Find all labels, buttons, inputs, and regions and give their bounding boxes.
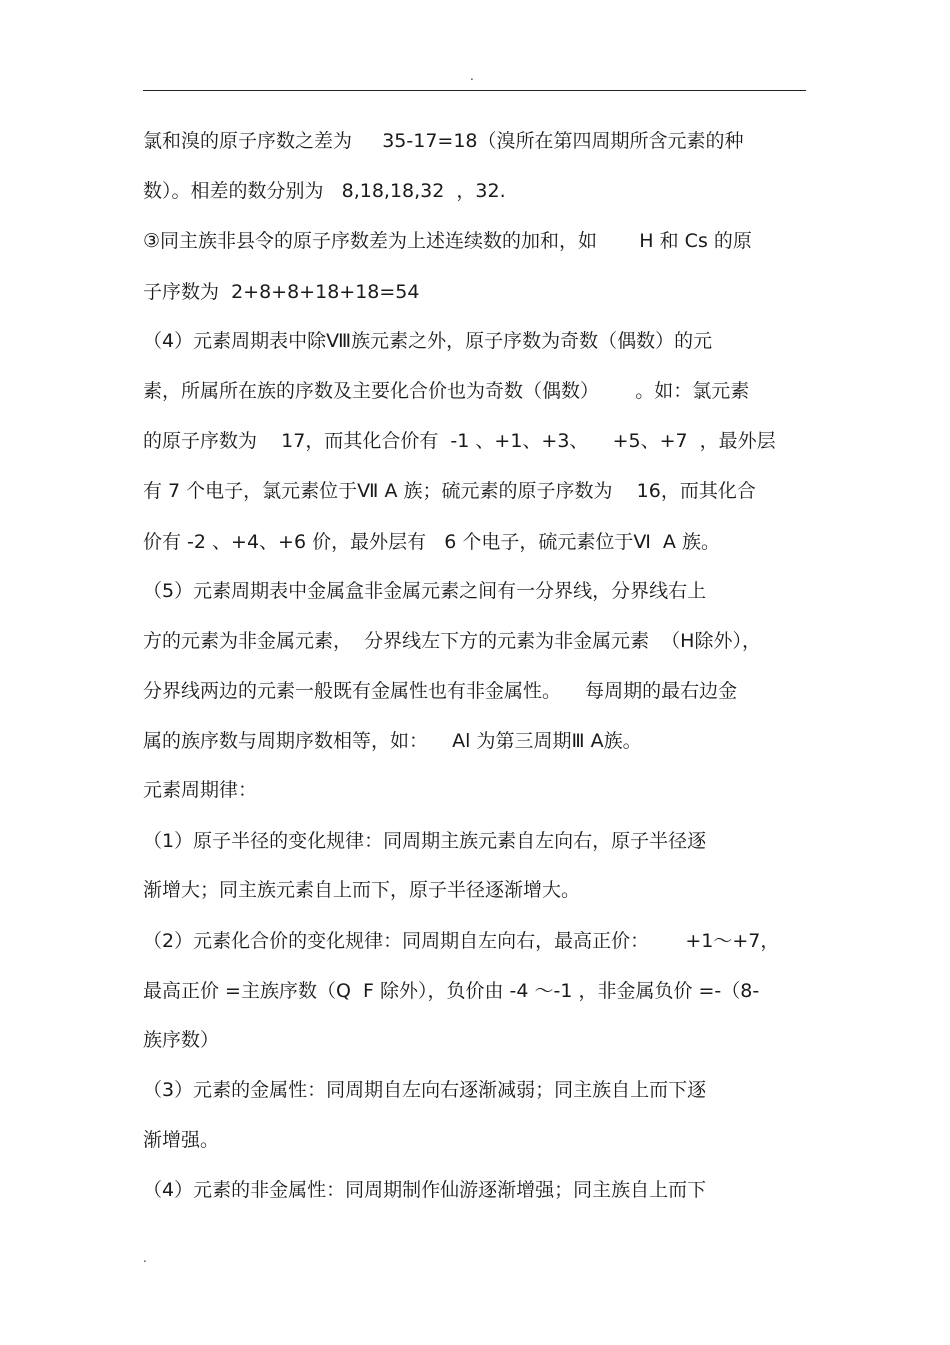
text-line: （4）元素的非金属性：同周期制作仙游逐渐增强；同主族自上而下 — [143, 1179, 707, 1201]
text-line: ③同主族非县令的原子序数差为上述连续数的加和，如 H 和 Cs 的原 — [143, 230, 752, 252]
footer-dot: . — [143, 1251, 147, 1265]
text-line: 分界线两边的元素一般既有金属性也有非金属性。 每周期的最右边金 — [143, 680, 738, 702]
text-line: 最高正价 =主族序数（Q F 除外），负价由 -4 ～-1 ，非金属负价 =-（8- — [143, 980, 760, 1002]
text-line: （5）元素周期表中金属盒非金属元素之间有一分界线，分界线右上 — [143, 580, 707, 602]
text-line: 氯和溴的原子序数之差为 35-17=18（溴所在第四周期所含元素的种 — [143, 130, 744, 152]
text-line: 族序数） — [143, 1029, 220, 1051]
text-line: 素，所属所在族的序数及主要化合价也为奇数（偶数） 。如：氯元素 — [143, 380, 750, 402]
text-line: （2）元素化合价的变化规律：同周期自左向右，最高正价： +1～+7， — [143, 930, 780, 952]
text-line: 方的元素为非金属元素， 分界线左下方的元素为非金属元素 （H除外）， — [143, 630, 761, 652]
text-line: （1）原子半径的变化规律：同周期主族元素自左向右，原子半径逐 — [143, 830, 707, 852]
text-line: 渐增大；同主族元素自上而下，原子半径逐渐增大。 — [143, 879, 581, 901]
text-line: （4）元素周期表中除Ⅷ族元素之外，原子序数为奇数（偶数）的元 — [143, 330, 713, 352]
text-line: 有 7 个电子，氯元素位于Ⅶ A 族；硫元素的原子序数为 16，而其化合 — [143, 480, 756, 502]
text-line: （3）元素的金属性：同周期自左向右逐渐减弱；同主族自上而下逐 — [143, 1079, 707, 1101]
text-line: 属的族序数与周期序数相等，如： Al 为第三周期Ⅲ A族。 — [143, 730, 642, 752]
text-line: 子序数为 2+8+8+18+18=54 — [143, 281, 420, 303]
text-line: 渐增强。 — [143, 1129, 220, 1151]
text-line: 数）。相差的数分别为 8,18,18,32 ，32. — [143, 180, 506, 202]
header-rule — [143, 90, 806, 91]
text-line: 价有 -2 、+4、+6 价，最外层有 6 个电子，硫元素位于Ⅵ A 族。 — [143, 531, 720, 553]
header-dot: . — [470, 69, 474, 83]
section-heading: 元素周期律： — [143, 779, 258, 801]
text-line: 的原子序数为 17，而其化合价有 -1 、+1、+3、 +5、+7 ，最外层 — [143, 430, 776, 452]
